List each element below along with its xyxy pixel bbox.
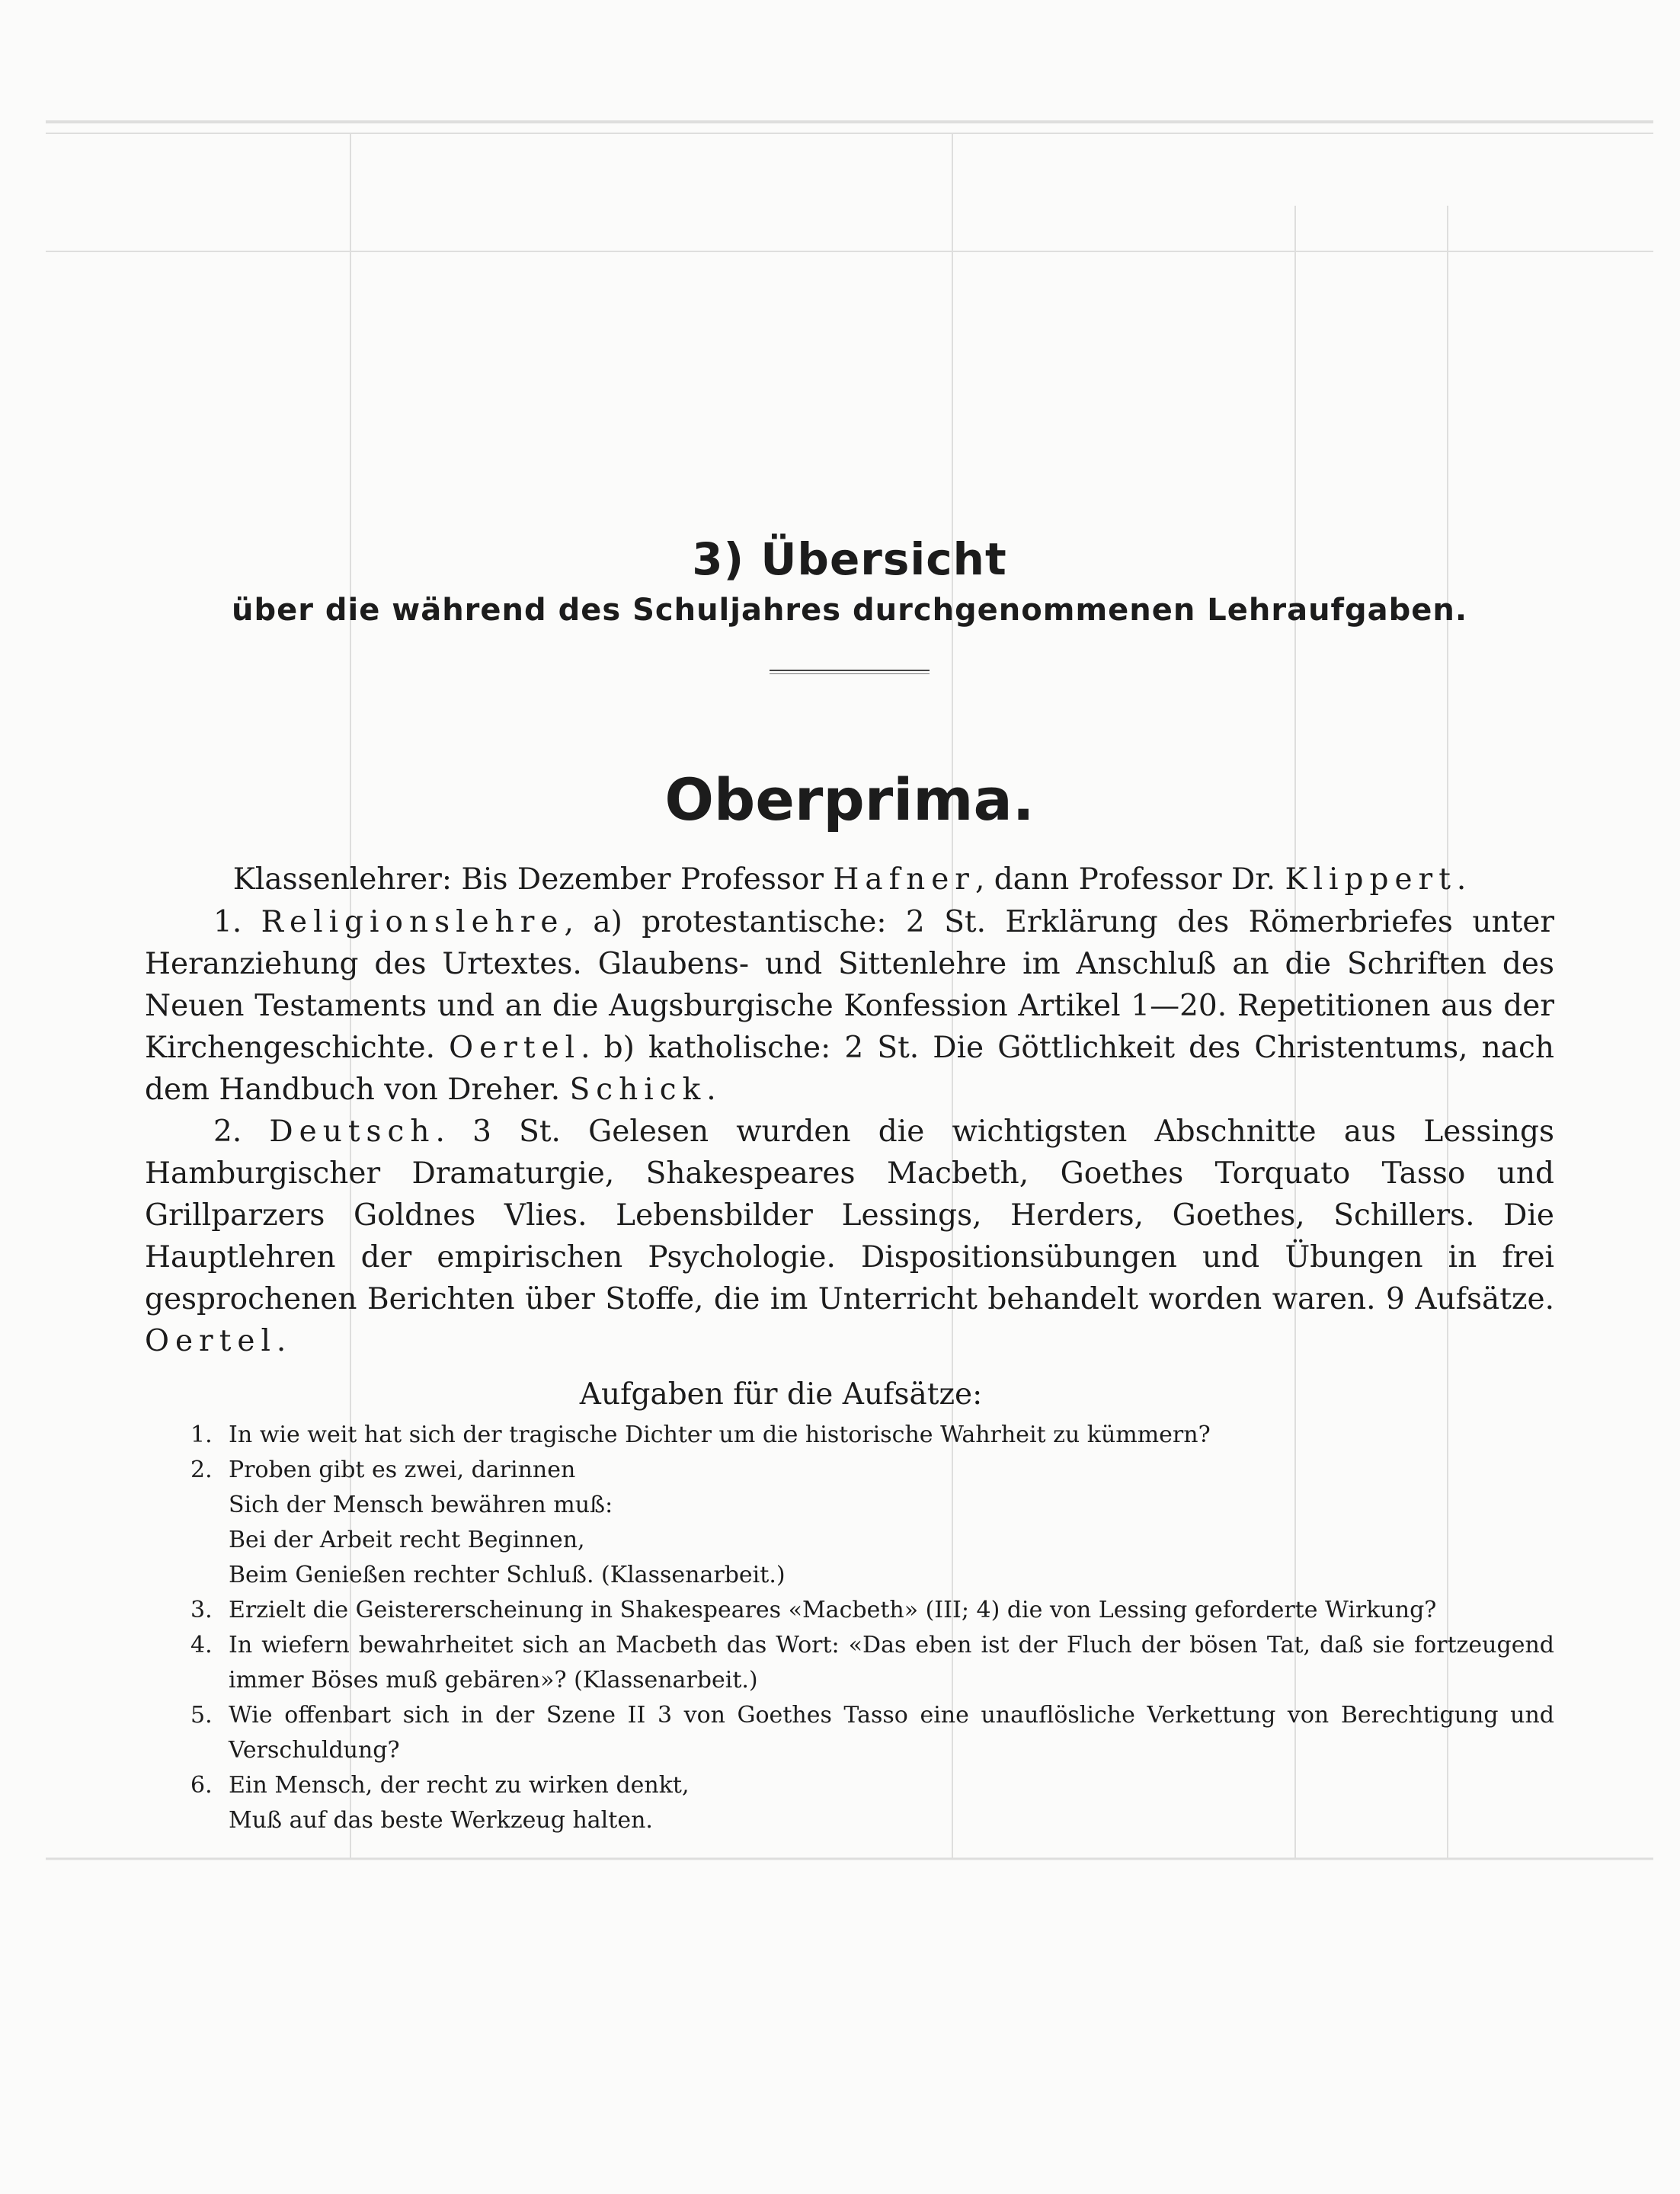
religion-end: . [706,1073,716,1107]
teacher-name-hafner: Hafner [833,862,975,897]
teacher-name-klippert: Klippert [1285,862,1457,897]
essay-line: Sich der Mensch bewähren muß: [229,1492,613,1518]
essay-line: Muß auf das beste Werkzeug halten. [229,1807,653,1834]
deutsch-number: 2. [213,1115,270,1149]
essay-line: Proben gibt es zwei, darinnen [229,1457,576,1483]
section-subtitle: über die während des Schuljahres durchgenommenen Lehraufgaben. [231,593,1468,628]
essays-heading: Aufgaben für die Aufsätze: [579,1377,983,1412]
essay-line: Erzielt die Geistererscheinung in Shakespeares «Macbeth» (III; 4) die von Lessing geforderte Wirkung? [229,1597,1437,1623]
deutsch-teacher-oertel: Oertel [145,1324,277,1358]
subject-religion [145,901,1554,1111]
document-page [145,533,1554,1838]
section-title: 3) Übersicht [692,533,1007,585]
religion-number: 1. [213,905,261,939]
deutsch-end: . [276,1324,286,1358]
essay-item [190,1453,1554,1593]
divider-rule [770,670,930,674]
essay-item [190,1593,1554,1628]
essay-list [145,1418,1554,1838]
essay-line: Wie offenbart sich in der Szene II 3 von Goethes Tasso eine unauflösliche Verkettung von Berechtigung und Verschuldung? [229,1702,1554,1764]
teacher-suffix: . [1456,862,1467,897]
teacher-middle: , dann Professor Dr. [974,862,1285,897]
essay-item [190,1418,1554,1453]
essay-line: Beim Genießen rechter Schluß. (Klassenarbeit.) [229,1562,786,1588]
deutsch-text: . 3 St. Gelesen wurden die wichtigsten Abschnitte aus Lessings Hamburgischer Dramaturgie, Shakespeares Macbeth, Goethes Torquato Tasso und Grillparzers Goldnes Vlies. Lebensbilder Lessings, Herders, Goethes, Schillers. Die Hauptlehren der empirischen Psychologie. Dispositionsübungen und Übungen in frei gesprochenen Berichten über Stoffe, die im Unterricht behandelt worden waren. 9 Aufsätze. [145,1115,1554,1316]
essay-number: 3. [190,1597,213,1623]
religion-text: , a) protestantische: 2 St. Erklärung des Römerbriefes unter Heranziehung des Urtextes. Glaubens- und Sittenlehre im Anschluß an die Schriften des Neuen Testaments und an die Augsburgische Konfession Artikel 1—20. Repetitionen aus der Kirchengeschichte. [145,905,1554,1065]
religion-heading: Religionslehre [261,905,565,939]
essay-number: 6. [190,1772,213,1799]
religion-teacher-oertel: Oertel [449,1031,581,1065]
essay-number: 4. [190,1632,213,1658]
essay-number: 1. [190,1422,213,1448]
essay-item [190,1698,1554,1768]
essay-item [190,1768,1554,1838]
essay-number: 2. [190,1457,213,1483]
teacher-prefix: Klassenlehrer: Bis Dezember Professor [232,862,834,897]
deutsch-heading: Deutsch [269,1115,436,1149]
subject-deutsch [145,1111,1554,1362]
class-title: Oberprima. [664,766,1035,833]
religion-teacher-schick: Schick [569,1073,707,1107]
essay-line: In wiefern bewahrheitet sich an Macbeth das Wort: «Das eben ist der Fluch der bösen Tat, daß sie fortzeugend immer Böses muß gebären»? (Klassenarbeit.) [229,1632,1554,1693]
essay-line: Ein Mensch, der recht zu wirken denkt, [229,1772,690,1799]
essay-line: In wie weit hat sich der tragische Dichter um die historische Wahrheit zu kümmern? [229,1422,1211,1448]
religion-text-catholic: . b) katholische: 2 St. Die Göttlichkeit des Christentums, nach dem Handbuch von Dreher. [145,1031,1554,1107]
essay-number: 5. [190,1702,213,1729]
essay-line: Bei der Arbeit recht Beginnen, [229,1527,585,1553]
class-teacher-line [145,862,1554,897]
essay-item [190,1628,1554,1698]
